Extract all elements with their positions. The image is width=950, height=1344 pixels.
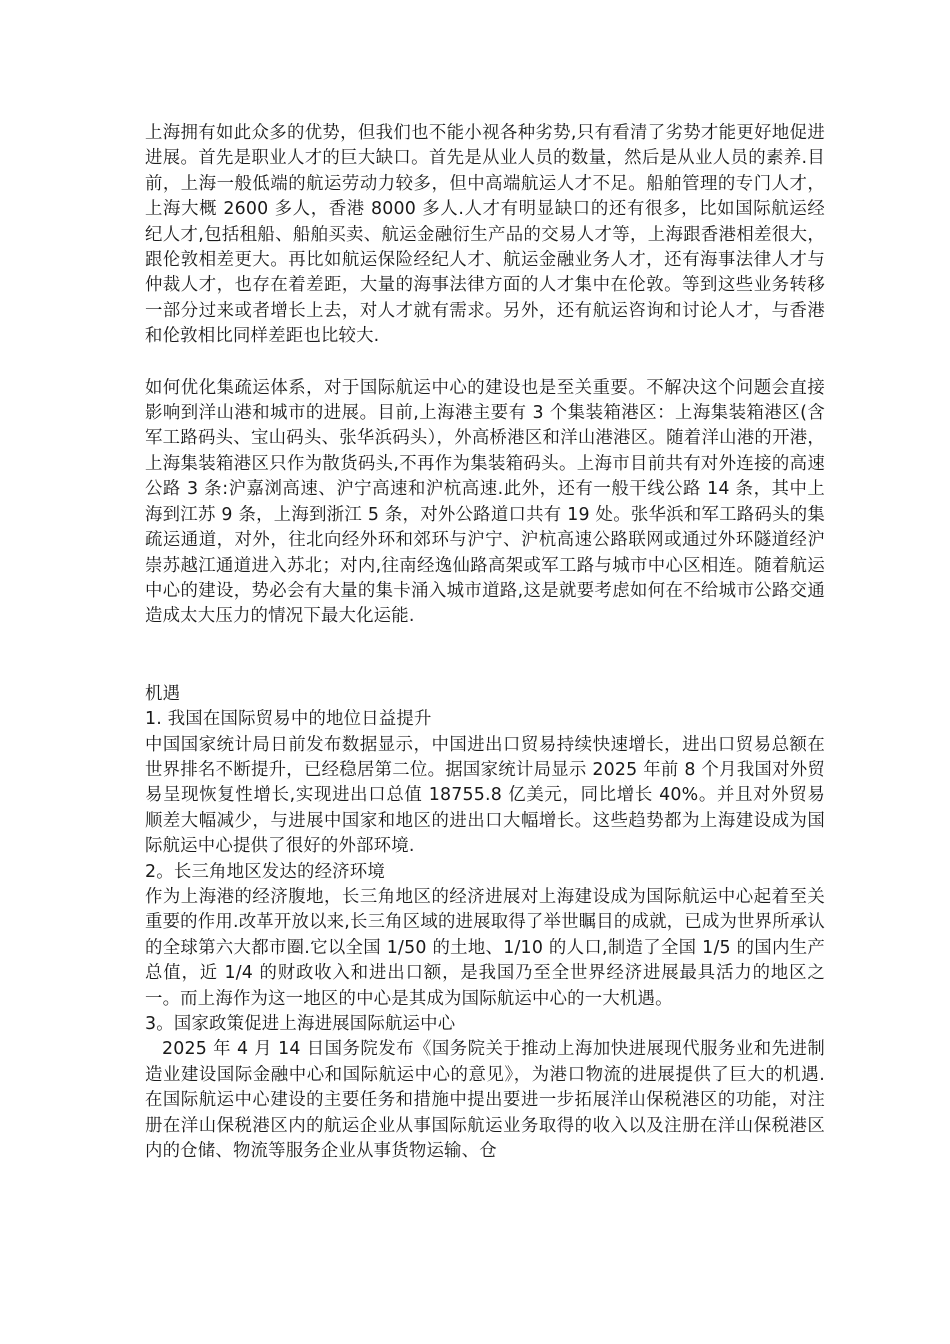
section-title-opportunities: 机遇 bbox=[145, 683, 181, 704]
item-3-title: 3。国家政策促进上海进展国际航运中心 bbox=[145, 1014, 456, 1034]
item-1-text: 中国国家统计局日前发布数据显示，中国进出口贸易持续快速增长，进出口贸易总额在世界排名不断提升，已经稳居第二位。据国家统计局显示 2025 年前 8 个月我国对外贸易呈现恢复性增长,实现进出口总值 18755.8 亿美元，同比增长 40%。并且对外贸易顺差大幅减少，与进展中国家和地区的进出口大幅增长。这些趋势都为上海建设成为国际航运中心提供了很好的外部环境. bbox=[145, 734, 825, 857]
item-2-title: 2。长三角地区发达的经济环境 bbox=[145, 861, 385, 882]
item-3-text: 2025 年 4 月 14 日国务院发布《国务院关于推动上海加快进展现代服务业和先进制造业建设国际金融中心和国际航运中心的意见》，为港口物流的进展提供了巨大的机遇.在国际航运中心建设的主要任务和措施中提出要进一步拓展洋山保税港区的功能，对注册在洋山保税港区内的航运企业从事国际航运业务取得的收入以及注册在洋山保税港区内的仓储、物流等服务企业从事货物运输、仓 bbox=[145, 1039, 825, 1162]
item-2-text: 作为上海港的经济腹地，长三角地区的经济进展对上海建设成为国际航运中心起着至关重要的作用.改革开放以来,长三角区域的进展取得了举世瞩目的成就，已成为世界所承认的全球第六大都市圈.它以全国 1/50 的土地、1/10 的人口,制造了全国 1/5 的国内生产总值，近 1/4 的财政收入和进出口额，是我国乃至全世界经济进展最具活力的地区之一。而上海作为这一地区的中心是其成为国际航运中心的一大机遇。 bbox=[145, 886, 825, 1009]
item-1-title: 1. 我国在国际贸易中的地位日益提升 bbox=[145, 709, 432, 730]
paragraph-spacer bbox=[145, 350, 825, 376]
paragraph-talent-shortage: 上海拥有如此众多的优势，但我们也不能小视各种劣势,只有看清了劣势才能更好地促进进展。首先是职业人才的巨大缺口。首先是从业人员的数量，然后是从业人员的素养.目前，上海一般低端的航运劳动力较多，但中高端航运人才不足。船舶管理的专门人才，上海大概 2600 多人，香港 8000 多人.人才有明显缺口的还有很多，比如国际航运经纪人才,包括租船、船舶买卖、航运金融衍生产品的交易人才等，上海跟香港相差很大，跟伦敦相差更大。再比如航运保险经纪人才、航运金融业务人才，还有海事法律人才与仲裁人才，也存在着差距，大量的海事法律方面的人才集中在伦敦。等到这些业务转移一部分过来或者增长上去，对人才就有需求。另外，还有航运咨询和讨论人才，与香港和伦敦相比同样差距也比较大. bbox=[145, 123, 825, 347]
document-page bbox=[145, 121, 825, 1164]
paragraph-spacer bbox=[145, 630, 825, 682]
paragraph-logistics-system: 如何优化集疏运体系，对于国际航运中心的建设也是至关重要。不解决这个问题会直接影响到洋山港和城市的进展。目前,上海港主要有 3 个集装箱港区：上海集装箱港区(含军工路码头、宝山码头、张华浜码头），外高桥港区和洋山港港区。随着洋山港的开港，上海集装箱港区只作为散货码头,不再作为集装箱码头。上海市目前共有对外连接的高速公路 3 条:沪嘉浏高速、沪宁高速和沪杭高速.此外，还有一般干线公路 14 条，其中上海到江苏 9 条，上海到浙江 5 条，对外公路道口共有 19 处。张华浜和军工路码头的集疏运通道，对外，往北向经外环和郊环与沪宁、沪杭高速公路联网或通过外环隧道经沪崇苏越江通道进入苏北；对内,往南经逸仙路高架或军工路与城市中心区相连。随着航运中心的建设，势必会有大量的集卡涌入城市道路,这是就要考虑如何在不给城市公路交通造成太大压力的情况下最大化运能. bbox=[145, 377, 825, 627]
